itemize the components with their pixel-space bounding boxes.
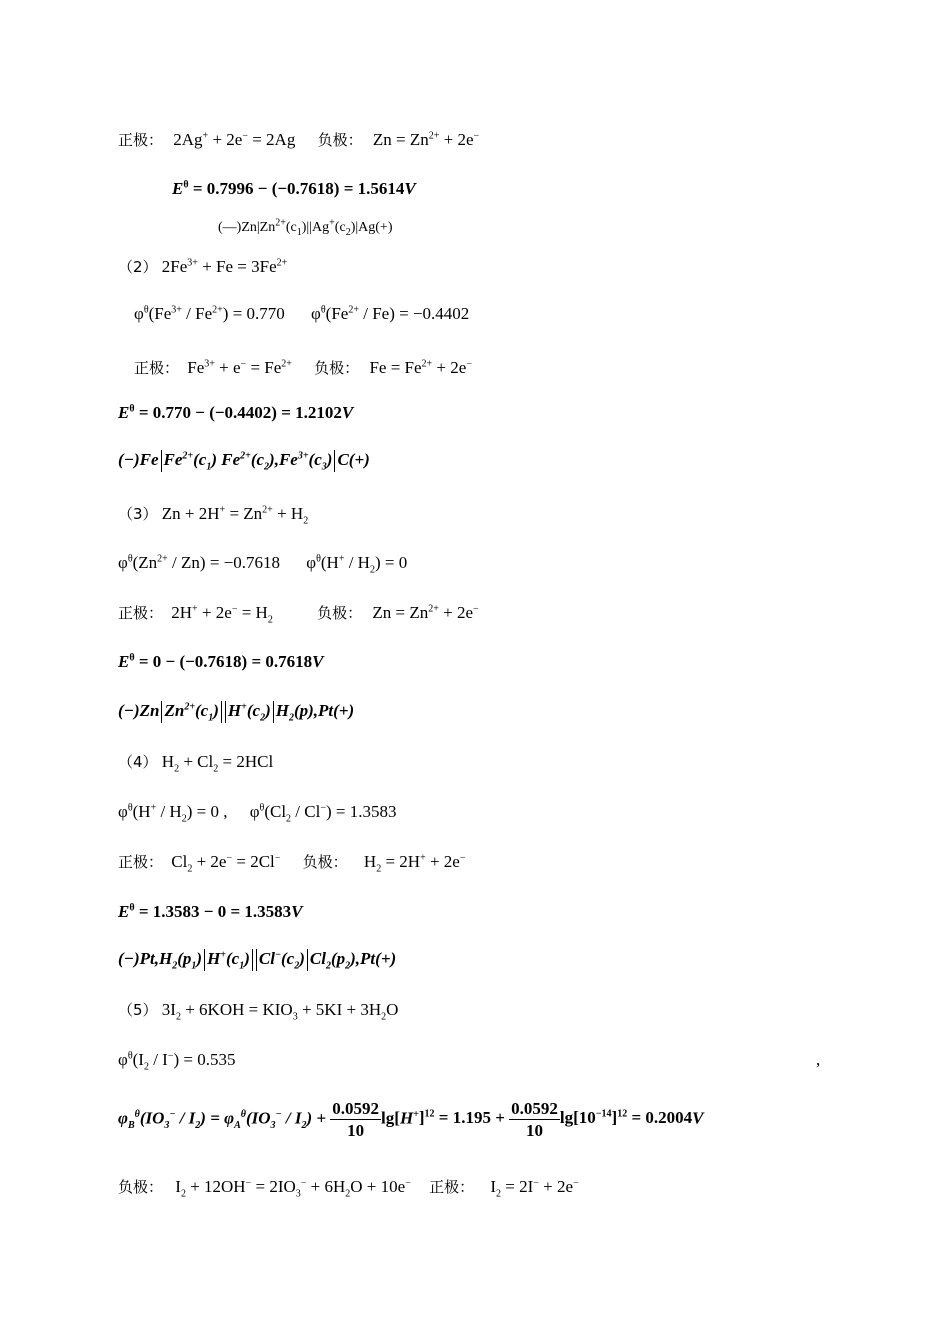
item-number: （3） (118, 505, 158, 523)
line-21: $\varphi_B^\theta(IO_3^- / I_2) = \varphi_A^\theta(IO_3^- / I_2)$ + $\frac{0.0592}{10}$ $\lg[H^+]^{12} = 1.195$ + $\frac{0.0592}{10}$ $\lg[10^{-14}]^{12} = 0.2004V$ (118, 1099, 704, 1140)
line-19: （5） $3I_2 + 6KOH = KIO_3 + 5KI + 3H_2O$ (118, 1000, 399, 1023)
line-1 (118, 131, 479, 148)
line-15: $\varphi^\theta(H^+ / H_2) = 0$ , $\varphi^\theta(Cl_2 / Cl^-) = 1.3583$ (118, 802, 397, 825)
item-number: （2） (118, 258, 158, 276)
line-7: $E^\theta = 0.770 - (-0.4402) = 1.2102V$ (118, 403, 354, 422)
equation: $Zn = Zn^{2+} + 2e^-$ (372, 130, 480, 149)
line-14: （4） $H_2 + Cl_2 = 2HCl$ (118, 752, 274, 775)
line-8: (−)Fe $Fe^{2+}(c_1)$ $Fe^{2+}(c_2),Fe^{3+}(c_3)$ C(+) (118, 449, 370, 473)
cathode-label: 正极： (118, 853, 164, 871)
line-12: $E^\theta = 0 - (-0.7618) = 0.7618V$ (118, 652, 324, 671)
line-5: $\varphi^\theta(Fe^{3+} / Fe^{2+}) = 0.770$ $\varphi^\theta(Fe^{2+} / Fe) = -0.4402$ (134, 304, 470, 323)
trailing-comma: , (816, 1050, 821, 1069)
equation: 2Ag+ + 2e− = 2Ag (173, 130, 296, 149)
line-2: $E^\theta = 0.7996 - (-0.7618) = 1.5614V$ (172, 179, 416, 198)
line-9: （3） $Zn + 2H^+ = Zn^{2+} + H_2$ (118, 504, 309, 527)
anode-label: 负极： (118, 1178, 164, 1196)
cathode-label: 正极： (134, 359, 180, 377)
anode-label: 负极： (317, 604, 363, 622)
item-number: （4） (118, 753, 158, 771)
line-17: $E^\theta = 1.3583 - 0 = 1.3583V$ (118, 902, 303, 921)
anode-label: 负极： (314, 359, 360, 377)
line-11: 正极： $2H^+ + 2e^- = H_2$ 负极： $Zn = Zn^{2+} + 2e^-$ (118, 603, 479, 626)
line-20: $\varphi^\theta(I_2 / I^-) = 0.535$ (118, 1050, 236, 1073)
cathode-label: 正极： (429, 1178, 475, 1196)
line-3: $(—)Zn|Zn^{2+}(c_1)||Ag^+(c_2)|Ag(+)$ (218, 217, 393, 238)
item-number: （5） (118, 1001, 158, 1019)
line-16: 正极： $Cl_2 + 2e^- = 2Cl^-$ 负极： $H_2 = 2H^+ + 2e^-$ (118, 852, 466, 875)
anode-label: 负极： (317, 131, 363, 149)
line-10: $\varphi^\theta(Zn^{2+} / Zn) = -0.7618$ $\varphi^\theta(H^+ / H_2) = 0$ (118, 553, 408, 576)
cathode-label: 正极： (118, 131, 164, 149)
line-6: 正极： $Fe^{3+} + e^- = Fe^{2+}$ 负极： $Fe = Fe^{2+} + 2e^-$ (134, 358, 472, 377)
line-18: $(-)Pt,H_2(p_1)$ $H^+(c_1)$ $Cl^-(c_2)$ $Cl_2(p_2),Pt(+)$ (118, 948, 397, 972)
line-13: (−)Zn $Zn^{2+}(c_1)$ $H^+(c_2)$ $H_2(p),Pt(+)$ (118, 700, 355, 724)
line-22: 负极： $I_2 + 12OH^- = 2IO_3^- + 6H_2O + 10e^-$ 正极： $I_2 = 2I^- + 2e^-$ (118, 1177, 579, 1200)
line-4: （2） $2Fe^{3+} + Fe = 3Fe^{2+}$ (118, 257, 288, 276)
anode-label: 负极： (302, 853, 348, 871)
cathode-label: 正极： (118, 604, 164, 622)
